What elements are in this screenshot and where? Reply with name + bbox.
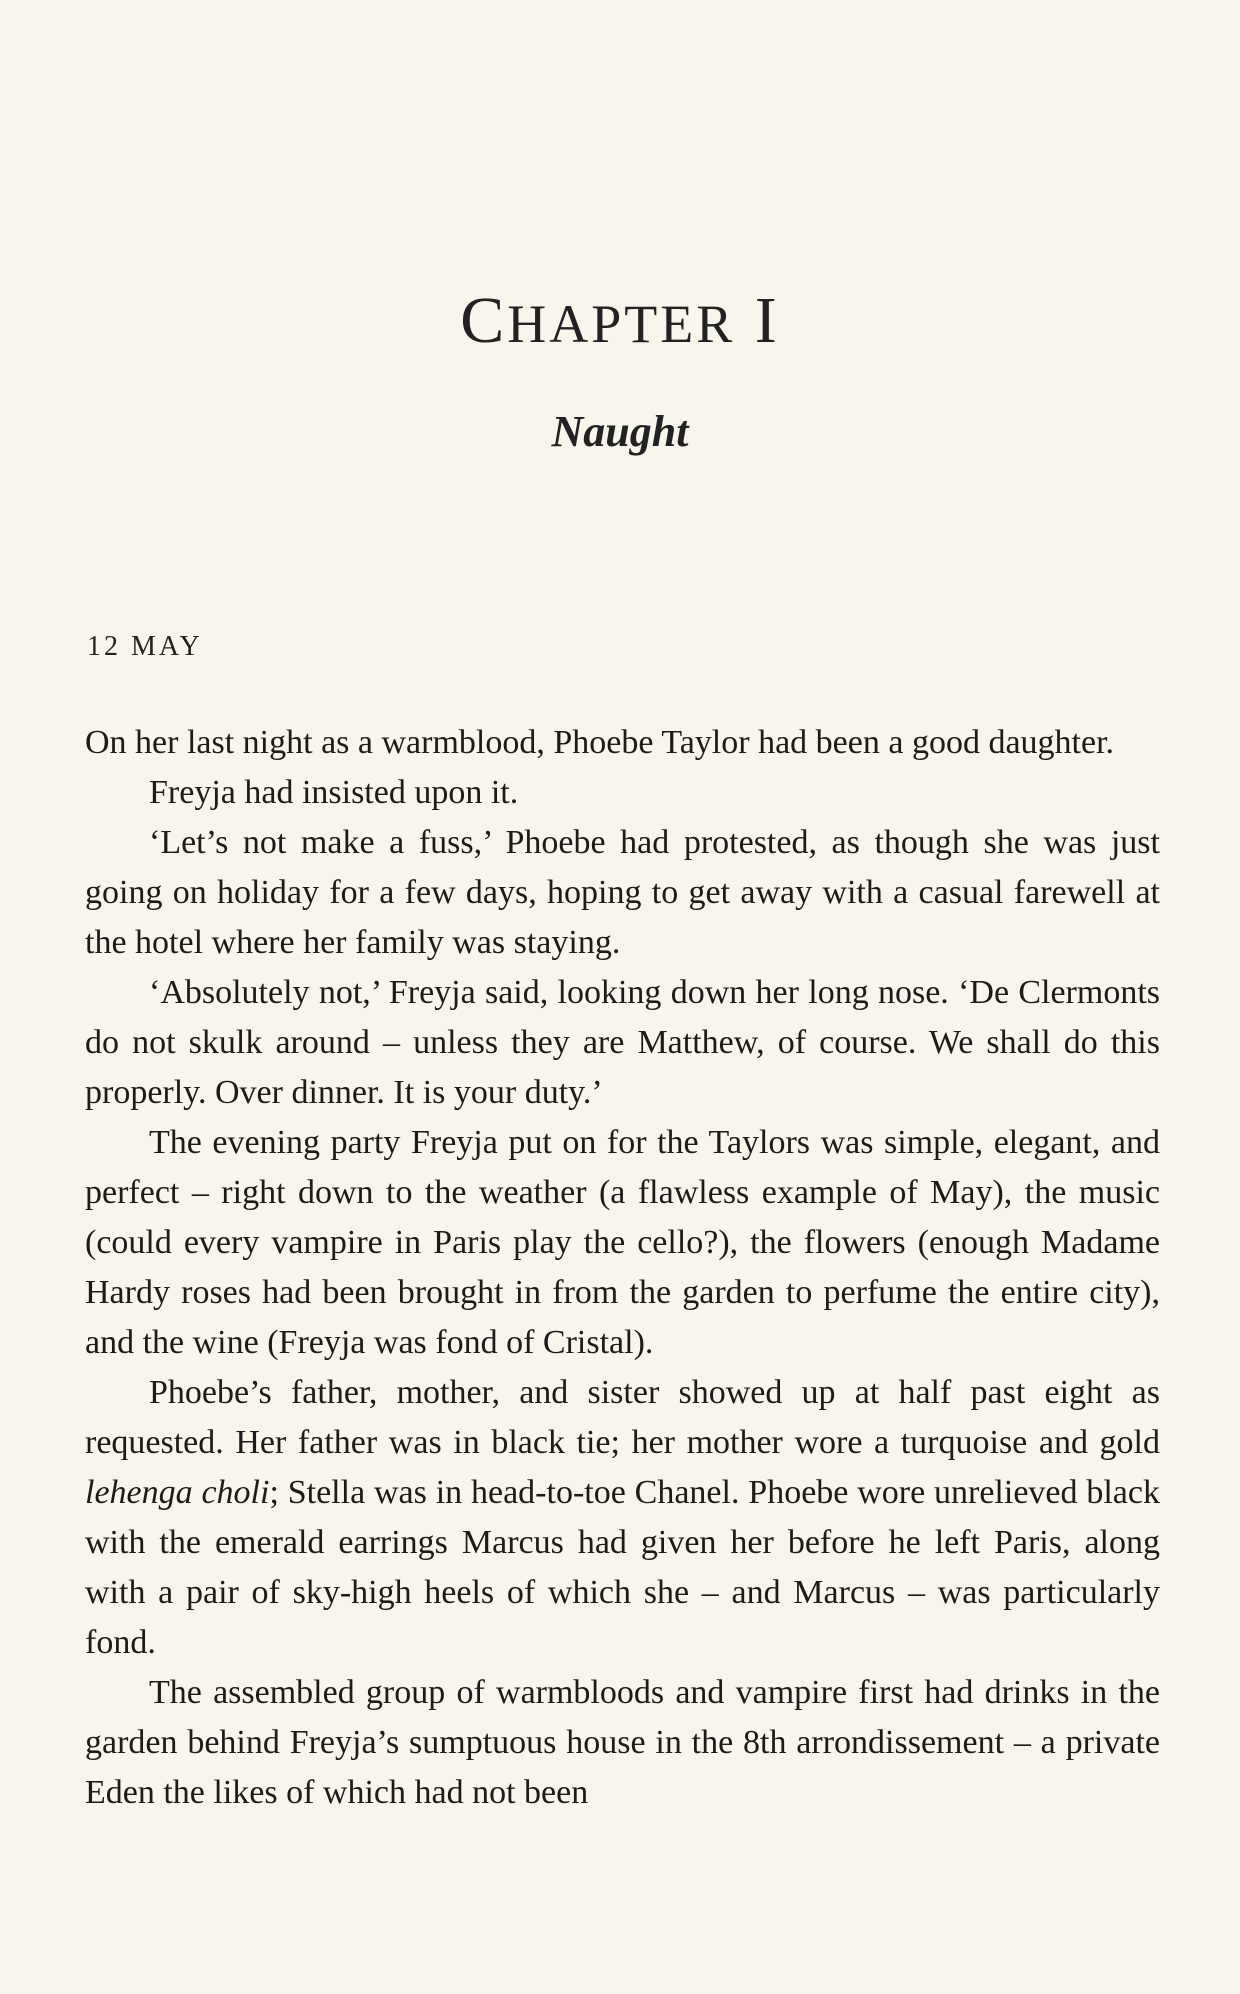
paragraph-text: ; Stella was in head-to-toe Chanel. Phoebe wore unrelieved black with the emerald earrings Marcus had given her before he left Paris, along with a pair of sky-high heels of which she – and Marcus – was particularly fond. (85, 1474, 1160, 1661)
paragraph: ‘Let’s not make a fuss,’ Phoebe had protested, as though she was just going on holiday for a few days, hoping to get away with a casual farewell at the hotel where her family was staying. (85, 824, 1160, 961)
paragraph: The evening party Freyja put on for the Taylors was simple, elegant, and perfect – right down to the weather (a flawless example of May), the music (could every vampire in Paris play the cello?), the flowers (enough Madame Hardy roses had been brought in from the garden to perfume the entire city), and the wine (Freyja was fond of Cristal). (85, 1124, 1160, 1361)
chapter-title-cap: C (460, 284, 508, 357)
paragraph-italic: lehenga choli (85, 1474, 270, 1511)
chapter-number: I (754, 284, 780, 357)
paragraph (85, 1368, 1160, 1668)
paragraph: ‘Absolutely not,’ Freyja said, looking down her long nose. ‘De Clermonts do not skulk around – unless they are Matthew, of course. We shall do this properly. Over dinner. It is your duty.’ (85, 974, 1160, 1111)
chapter-title (0, 284, 1240, 357)
chapter-subtitle: Naught (551, 407, 689, 456)
paragraph: Freyja had insisted upon it. (149, 774, 519, 811)
paragraph: On her last night as a warmblood, Phoebe Taylor had been a good daughter. (85, 724, 1115, 761)
chapter-title-rest: HAPTER (507, 294, 736, 354)
body-text (85, 718, 1160, 1818)
dateline: 12 MAY (87, 631, 203, 662)
paragraph-text: Phoebe’s father, mother, and sister showed up at half past eight as requested. Her father was in black tie; her mother wore a turquoise and gold (85, 1374, 1160, 1461)
paragraph: The assembled group of warmbloods and vampire first had drinks in the garden behind Freyja’s sumptuous house in the 8th arrondissement – a private Eden the likes of which had not been (85, 1674, 1160, 1811)
